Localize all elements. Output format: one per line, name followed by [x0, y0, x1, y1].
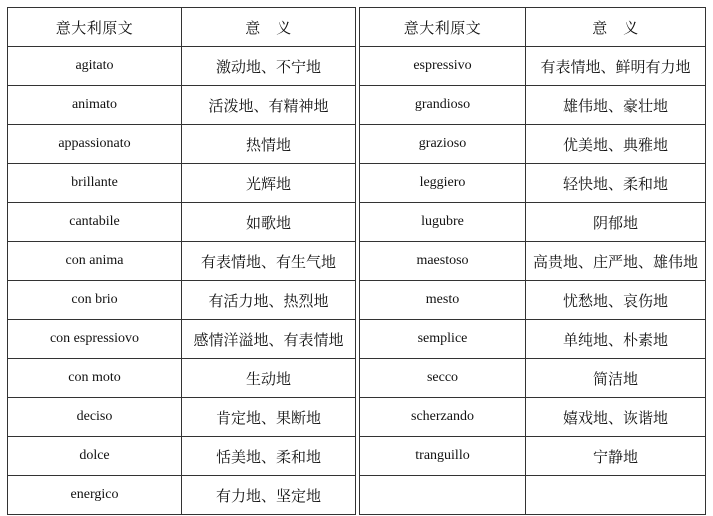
- table-row: [360, 242, 706, 281]
- italian-term: tranguillo: [360, 437, 526, 476]
- term-meaning: 有活力地、热烈地: [182, 281, 356, 320]
- italian-term: deciso: [8, 398, 182, 437]
- table-row: [8, 398, 356, 437]
- italian-term: con anima: [8, 242, 182, 281]
- italian-term: cantabile: [8, 203, 182, 242]
- terms-table-right: [359, 7, 706, 515]
- term-meaning: 光辉地: [182, 164, 356, 203]
- term-meaning: 优美地、典雅地: [526, 125, 706, 164]
- italian-term: grazioso: [360, 125, 526, 164]
- table-row: [360, 86, 706, 125]
- table-row: [8, 203, 356, 242]
- header-meaning: 意 义: [182, 8, 356, 47]
- table-row: [8, 47, 356, 86]
- table-row: [8, 242, 356, 281]
- italian-term: animato: [8, 86, 182, 125]
- term-meaning: 如歌地: [182, 203, 356, 242]
- italian-term: scherzando: [360, 398, 526, 437]
- italian-term: grandioso: [360, 86, 526, 125]
- italian-term: maestoso: [360, 242, 526, 281]
- table-row: [360, 203, 706, 242]
- tempo-terms-sheet: [7, 7, 704, 503]
- term-meaning: 活泼地、有精神地: [182, 86, 356, 125]
- term-meaning: [526, 476, 706, 515]
- header-original: 意大利原文: [8, 8, 182, 47]
- italian-term: brillante: [8, 164, 182, 203]
- term-meaning: 热情地: [182, 125, 356, 164]
- term-meaning: 简洁地: [526, 359, 706, 398]
- table-row: [360, 476, 706, 515]
- italian-term: con espressiovo: [8, 320, 182, 359]
- table-row: [360, 437, 706, 476]
- term-meaning: 宁静地: [526, 437, 706, 476]
- italian-term: appassionato: [8, 125, 182, 164]
- table-row: [360, 320, 706, 359]
- term-meaning: 轻快地、柔和地: [526, 164, 706, 203]
- header-meaning: 意 义: [526, 8, 706, 47]
- italian-term: mesto: [360, 281, 526, 320]
- term-meaning: 有表情地、有生气地: [182, 242, 356, 281]
- term-meaning: 恬美地、柔和地: [182, 437, 356, 476]
- table-row: [360, 359, 706, 398]
- header-row: [8, 8, 356, 47]
- term-meaning: 雄伟地、豪壮地: [526, 86, 706, 125]
- table-row: [8, 164, 356, 203]
- italian-term: espressivo: [360, 47, 526, 86]
- table-row: [360, 47, 706, 86]
- term-meaning: 有表情地、鲜明有力地: [526, 47, 706, 86]
- italian-term: semplice: [360, 320, 526, 359]
- term-meaning: 肯定地、果断地: [182, 398, 356, 437]
- term-meaning: 激动地、不宁地: [182, 47, 356, 86]
- italian-term: con moto: [8, 359, 182, 398]
- term-meaning: 感情洋溢地、有表情地: [182, 320, 356, 359]
- term-meaning: 有力地、坚定地: [182, 476, 356, 515]
- table-row: [360, 281, 706, 320]
- terms-table-left: [7, 7, 356, 515]
- term-meaning: 嬉戏地、诙谐地: [526, 398, 706, 437]
- header-row: [360, 8, 706, 47]
- term-meaning: 忧愁地、哀伤地: [526, 281, 706, 320]
- italian-term: lugubre: [360, 203, 526, 242]
- italian-term: dolce: [8, 437, 182, 476]
- table-row: [8, 125, 356, 164]
- table-row: [8, 86, 356, 125]
- header-original: 意大利原文: [360, 8, 526, 47]
- italian-term: secco: [360, 359, 526, 398]
- table-row: [8, 476, 356, 515]
- table-row: [8, 437, 356, 476]
- term-meaning: 高贵地、庄严地、雄伟地: [526, 242, 706, 281]
- italian-term: [360, 476, 526, 515]
- table-row: [8, 359, 356, 398]
- table-row: [360, 125, 706, 164]
- table-row: [360, 164, 706, 203]
- term-meaning: 单纯地、朴素地: [526, 320, 706, 359]
- table-row: [8, 281, 356, 320]
- term-meaning: 阴郁地: [526, 203, 706, 242]
- italian-term: energico: [8, 476, 182, 515]
- table-row: [360, 398, 706, 437]
- table-row: [8, 320, 356, 359]
- term-meaning: 生动地: [182, 359, 356, 398]
- italian-term: leggiero: [360, 164, 526, 203]
- italian-term: con brio: [8, 281, 182, 320]
- italian-term: agitato: [8, 47, 182, 86]
